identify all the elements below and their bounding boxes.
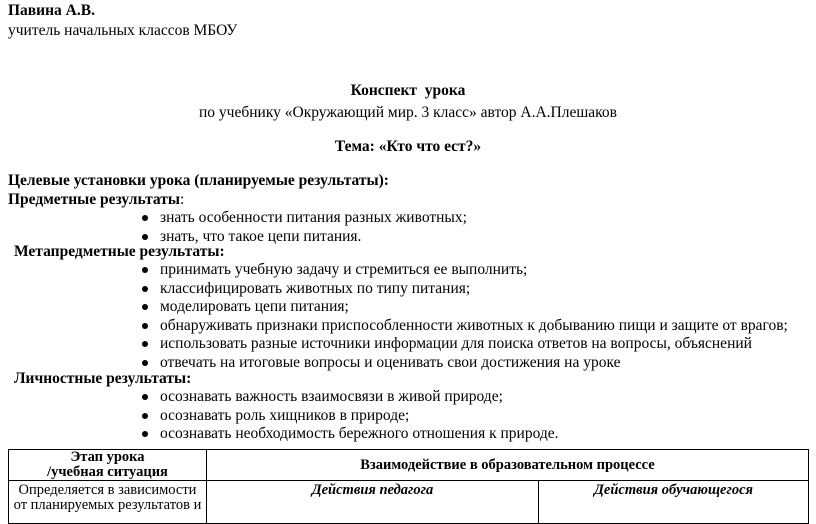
document-title: Конспект урока bbox=[350, 82, 466, 99]
interaction-header-cell: Взаимодействие в образовательном процессе bbox=[207, 450, 809, 481]
subject-results-heading bbox=[8, 191, 184, 209]
list-item: осознавать роль хищников в природе; bbox=[140, 407, 559, 426]
list-item: использовать разные источники информации для поиска ответов на вопросы, объяснений bbox=[140, 335, 788, 354]
list-item: знать особенности питания разных животных; bbox=[140, 209, 467, 228]
subject-results-colon: : bbox=[179, 191, 185, 208]
lesson-table bbox=[8, 449, 809, 524]
list-item: классифицировать животных по типу питания; bbox=[140, 280, 788, 299]
author-name: Павина А.В. bbox=[8, 2, 95, 19]
list-item: отвечать на итоговые вопросы и оценивать свои достижения на уроке bbox=[140, 354, 788, 373]
teacher-actions-cell: Действия педагога bbox=[207, 481, 539, 524]
goals-heading: Целевые установки урока (планируемые результаты): bbox=[8, 172, 389, 189]
list-item: обнаруживать признаки приспособленности животных к добыванию пищи и защите от врагов; bbox=[140, 317, 788, 336]
list-item: осознавать необходимость бережного отношения к природе. bbox=[140, 425, 559, 444]
student-actions-cell: Действия обучающегося bbox=[539, 481, 809, 524]
list-item: знать, что такое цепи питания. bbox=[140, 228, 467, 247]
personal-results-list bbox=[140, 388, 559, 444]
stage-cell-line2: от планируемых результатов и bbox=[13, 497, 202, 513]
subject-results-list bbox=[140, 209, 467, 246]
list-item: моделировать цепи питания; bbox=[140, 298, 788, 317]
stage-header-line1: Этап урока bbox=[70, 449, 145, 465]
meta-results-heading: Метапредметные результаты: bbox=[14, 243, 225, 260]
table-row bbox=[9, 481, 809, 524]
table-header-row bbox=[9, 450, 809, 481]
personal-results-heading: Личностные результаты: bbox=[14, 370, 192, 387]
list-item: принимать учебную задачу и стремиться ее выполнить; bbox=[140, 261, 788, 280]
list-item: осознавать важность взаимосвязи в живой природе; bbox=[140, 388, 559, 407]
stage-header-line2: /учебная ситуация bbox=[47, 464, 168, 480]
textbook-line: по учебнику «Окружающий мир. 3 класс» автор А.А.Плешаков bbox=[199, 104, 617, 121]
stage-cell-line1: Определяется в зависимости bbox=[18, 482, 197, 498]
lesson-topic: Тема: «Кто что ест?» bbox=[334, 138, 482, 155]
subject-results-label: Предметные результаты bbox=[8, 191, 180, 208]
stage-cell bbox=[9, 481, 207, 524]
meta-results-list bbox=[140, 261, 788, 373]
stage-header-cell bbox=[9, 450, 207, 481]
author-position: учитель начальных классов МБОУ bbox=[8, 22, 238, 39]
